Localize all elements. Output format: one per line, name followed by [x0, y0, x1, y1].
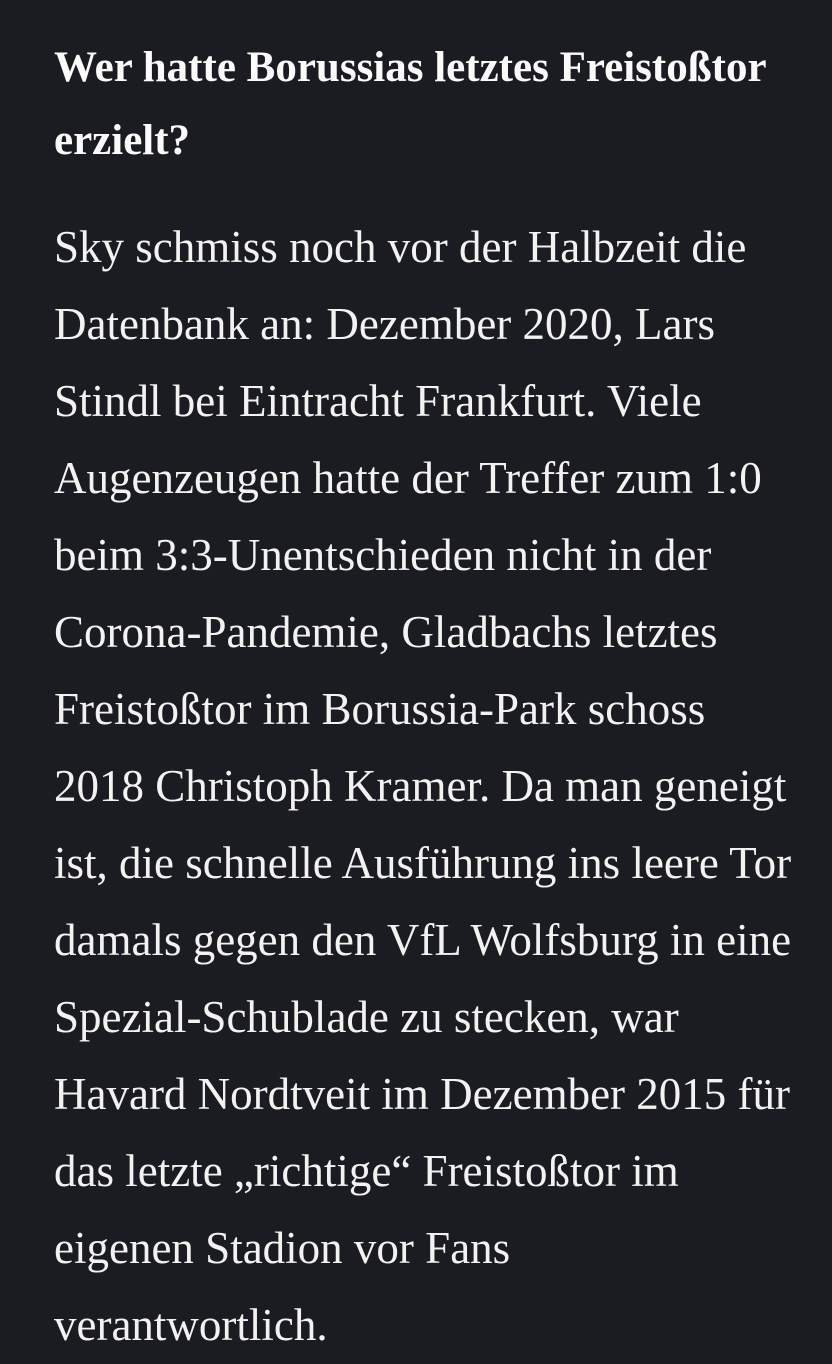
article-body — [54, 0, 794, 1364]
article-paragraph: Sky schmiss noch vor der Halbzeit die Datenbank an: Dezember 2020, Lars Stindl bei Eintracht Frankfurt. Viele Augenzeugen hatte der Treffer zum 1:0 beim 3:3-Unentschieden nicht in der Corona-Pandemie, Gladbachs letztes Freistoßtor im Borussia-Park schoss 2018 Christoph Kramer. Da man geneigt ist, die schnelle Ausführung ins leere Tor damals gegen den VfL Wolfsburg in eine Spezial-Schublade zu stecken, war Havard Nordtveit im Dezember 2015 für das letzte „richtige“ Freistoßtor im eigenen Stadion vor Fans verantwortlich. — [54, 222, 792, 1350]
article-question-heading: Wer hatte Borussias letztes Freistoßtor erzielt? — [54, 44, 766, 164]
